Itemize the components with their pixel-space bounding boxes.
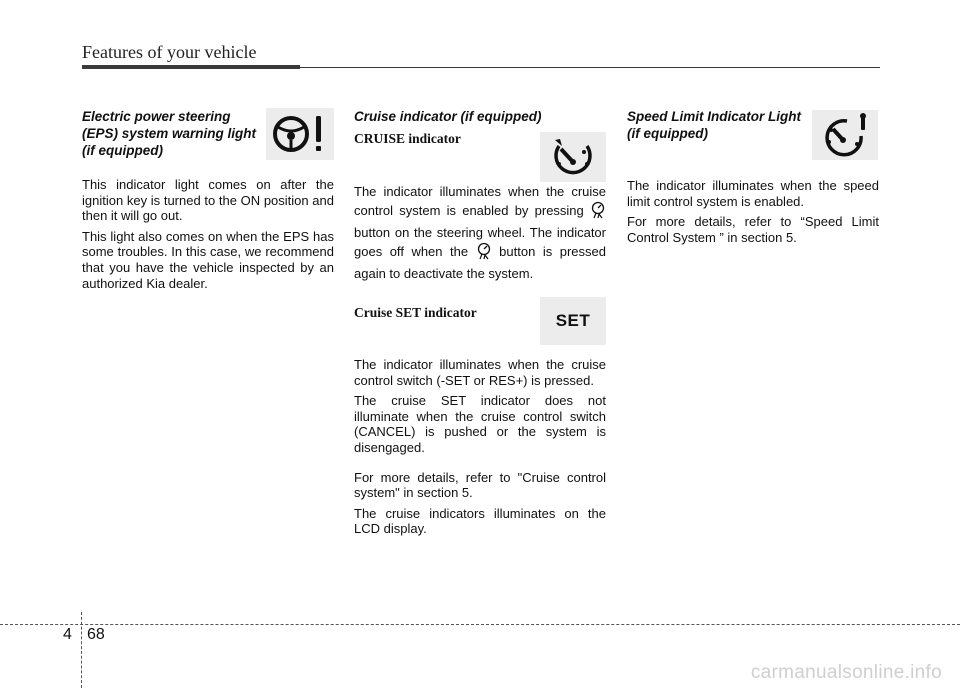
footer-section-number: 4 bbox=[63, 626, 72, 643]
footer-rule bbox=[0, 624, 960, 625]
cruise-set-subtitle: Cruise SET indicator bbox=[354, 305, 477, 320]
cruise-title: Cruise indicator (if equipped) bbox=[354, 109, 542, 124]
eps-paragraph-2: This light also comes on when the EPS has some troubles. In this case, we recommend that you have the vehicle inspected by an authorized Kia dealer. bbox=[82, 228, 334, 291]
cruise-indicator-paragraph bbox=[354, 183, 606, 283]
cruise-text-2: button on the steering wheel. The indicator goes off when the bbox=[354, 225, 606, 259]
cruise-text-1: The indicator illuminates when the cruise control system is enabled by pressing bbox=[354, 184, 606, 218]
cruise-speedometer-icon bbox=[545, 134, 601, 180]
cruise-button-icon-2 bbox=[476, 242, 492, 265]
cruise-indicator-subtitle: CRUISE indicator bbox=[354, 131, 461, 146]
header-rule-thin bbox=[300, 67, 880, 68]
steering-wheel-exclamation-icon bbox=[270, 111, 330, 157]
speed-limit-paragraph-1: The indicator illuminates when the speed limit control system is enabled. bbox=[627, 178, 879, 209]
cruise-more-paragraph-2: The cruise indicators illuminates on the LCD display. bbox=[354, 505, 606, 537]
cruise-set-paragraph-2: The cruise SET indicator does not illuminate when the cruise control switch (CANCEL) is pushed or the system is disengaged. bbox=[354, 393, 606, 455]
cruise-set-icon-box bbox=[540, 297, 606, 345]
cruise-indicator-icon-box bbox=[540, 132, 606, 182]
eps-paragraph-1: This indicator light comes on after the ignition key is turned to the ON position and then it will go out. bbox=[82, 177, 334, 224]
page-header-title: Features of your vehicle bbox=[82, 42, 257, 62]
speed-limit-title-line-2: (if equipped) bbox=[627, 126, 708, 141]
eps-warning-icon-box bbox=[266, 108, 334, 160]
speed-limit-gauge-icon bbox=[817, 112, 873, 158]
header-rule-thick bbox=[82, 65, 300, 69]
footer-page-number: 68 bbox=[87, 626, 105, 643]
eps-title-line-3: (if equipped) bbox=[82, 143, 163, 158]
watermark: carmanualsonline.info bbox=[750, 662, 942, 683]
eps-title bbox=[82, 108, 262, 159]
set-indicator-label: SET bbox=[555, 311, 591, 330]
speed-limit-icon-box bbox=[812, 110, 878, 160]
speed-limit-title-line-1: Speed Limit Indicator Light bbox=[627, 109, 802, 124]
eps-title-line-2: (EPS) system warning light bbox=[82, 126, 257, 141]
footer-divider bbox=[81, 612, 82, 688]
cruise-set-paragraph-1: The indicator illuminates when the cruise control switch (-SET or RES+) is pressed. bbox=[354, 357, 606, 388]
cruise-button-icon bbox=[590, 201, 606, 224]
speed-limit-paragraph-2: For more details, refer to “Speed Limit Control System ” in section 5. bbox=[627, 214, 879, 245]
cruise-more-paragraph-1: For more details, refer to "Cruise control system" in section 5. bbox=[354, 469, 606, 501]
eps-title-line-1: Electric power steering bbox=[82, 109, 231, 124]
cruise-text-3: button is pressed again to deactivate the system. bbox=[354, 244, 606, 281]
